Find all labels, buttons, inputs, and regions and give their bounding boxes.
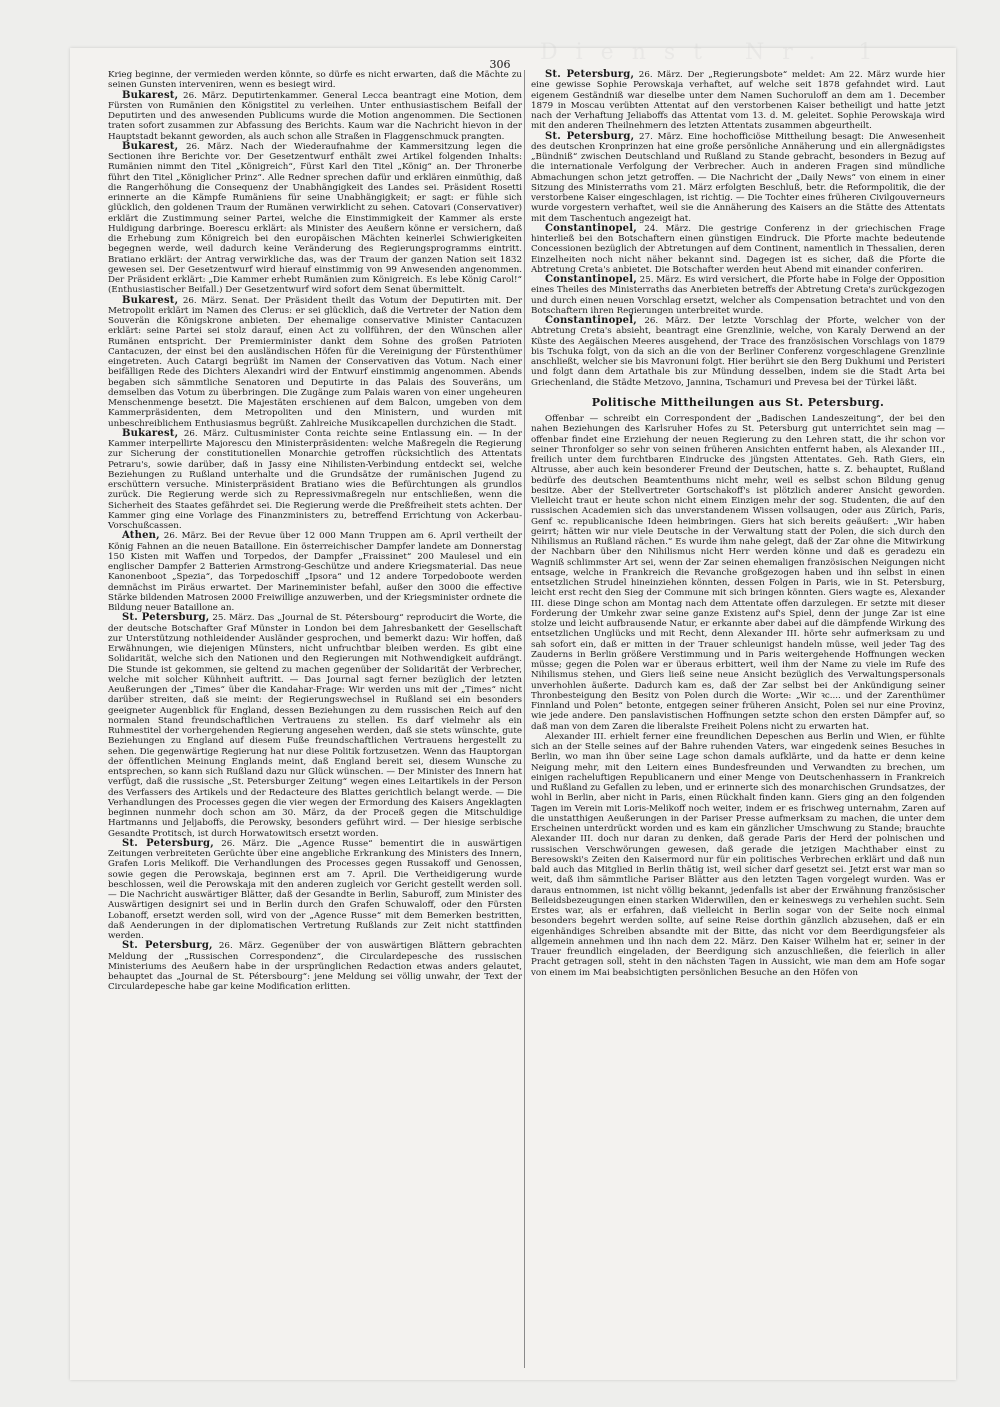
article-paragraph	[108, 91, 522, 142]
paragraph-text: 25. März. Das „Journal de St. Pétersbourg“ reproducirt die Worte, die der deutsche Botschafter Graf Münster in London bei dem Jahresbankett der Gesellschaft zur Unterstützung nothleidender Ausländer gesprochen, und bemerkt dazu: Wir hoffen, daß Erwähnungen, wie diejenigen Münsters, nicht unfruchtbar bleiben werden. Es gibt eine Solidarität, welche sich den Nationen und den Regierungen mit Nothwendigkeit aufdrängt. Die Stunde ist gekommen, sie geltend zu machen gegenüber der Solidarität der Verbrecher, welche mit solcher Kühnheit auftritt. — Das Journal sagt ferner bezüglich der letzten Aeußerungen der „Times“ über die Kandahar-Frage: Wir werden uns mit der „Times“ nicht darüber streiten, daß sie meint: der Regierungswechsel in Rußland sei ein besonders geeigneter Augenblick für England, dessen Beziehungen zu dem russischen Reich auf den normalen Stand freundschaftlichen Vertrauens zu stellen. Es darf vielmehr als ein Ruhmestitel der vorhergehenden Regierung angesehen werden, daß sie stets wünschte, gute Beziehungen zu England auf diesem Fuße freundschaftlichen Vertrauens hergestellt zu sehen. Die gegenwärtige Regierung hat nur diese Politik fortzusetzen. Wenn das Hauptorgan der öffentlichen Meinung Englands meint, daß England bereit sei, diesem Wunsche zu entsprechen, so kann sich Rußland dazu nur Glück wünschen. — Der Minister des Innern hat verfügt, daß die russische „St. Petersburger Zeitung“ wegen eines Leitartikels in der Person des Verfassers des Artikels und der Redacteure des Blattes gerichtlich belangt werde. — Die Verhandlungen des Processes gegen die vier wegen der Ermordung des Kaisers Angeklagten beginnen nunmehr doch schon am 30. März, da der Proceß gegen die Mitschuldige Hartmanns und Jeljaboffs, die Perowsky, besonders geführt wird. — Der hiesige serbische Gesandte Protitsch, ist durch Horwatowitsch ersetzt worden.	[108, 613, 522, 839]
column-divider	[524, 70, 525, 1368]
dateline: St. Petersburg,	[122, 612, 210, 624]
bleed-through-text: Dienst Nr. 1	[540, 40, 891, 65]
paragraph-text: 26. März. Die „Agence Russe“ bementirt die in auswärtigen Zeitungen verbreiteten Gerüchte über eine angebliche Erkrankung des Ministers des Innern, Grafen Loris Melikoff. Die Verhandlungen des Processes gegen Russakoff und Genossen, sowie gegen die Perowskaja, beginnen erst am 7. April. Die Vertheidigerung wurde beschlossen, weil die Perowskaja mit den anderen zugleich vor Gericht gestellt werden soll. — Die Nachricht auswärtiger Blätter, daß der Gesandte in Berlin, Saburoff, zum Minister des Auswärtigen designirt sei und in Berlin durch den Grafen Schuwaloff, oder den Fürsten Lobanoff, ersetzt werden soll, wird von der „Agence Russe“ mit dem Bemerken bestritten, daß Aenderungen in der diplomatischen Vertretung Rußlands zur Zeit nicht stattfinden werden.	[108, 838, 522, 941]
dateline: Bukarest,	[122, 427, 179, 439]
article-paragraph	[108, 613, 522, 839]
article-paragraph	[531, 732, 945, 978]
dateline: Bukarest,	[122, 89, 179, 101]
dateline: Constantinopel,	[545, 222, 637, 234]
paragraph-text: 25. März. Es wird versichert, die Pforte habe in Folge der Opposition eines Theiles des Ministerraths das Anerbieten betreffs der Abtretung Creta's zurückgezogen und durch einen neuen Vorschlag ersetzt, welcher als Compensation betrachtet und von den Botschaftern ihren Regierungen unterbreitet wurde.	[531, 275, 945, 316]
article-paragraph	[108, 70, 522, 91]
dateline: Bukarest,	[122, 294, 179, 306]
article-paragraph	[108, 296, 522, 429]
dateline: St. Petersburg,	[545, 69, 635, 80]
article-paragraph	[108, 839, 522, 942]
paragraph-text: 26. März. Der „Regierungsbote“ meldet: Am 22. März wurde hier eine gewisse Sophie Perowskaja verhaftet, auf welche seit 1878 gefahndet wird. Laut eigenem Geständniß war dieselbe unter dem Namen Suchoruloff an dem am 1. December 1879 in Moscau verübten Attentat auf den verstorbenen Kaiser betheiligt und hatte jetzt nach der Verhaftung Jeliaboffs das Attentat vom 13. d. M. geleitet. Sophie Perowskaja wird mit den anderen Theilnehmern des letzten Attentats zusammen abgeurtheilt.	[531, 70, 945, 132]
dateline: St. Petersburg,	[122, 940, 213, 952]
article-paragraph	[531, 414, 945, 732]
dateline: Constantinopel,	[545, 274, 637, 285]
dateline: St. Petersburg,	[122, 837, 214, 849]
paragraph-text: 26. März. Der letzte Vorschlag der Pforte, welcher von der Abtretung Creta's absieht, beantragt eine Grenzlinie, welche, von Karaly Derwend an der Küste des Aegäischen Meeres ausgehend, der Trace des französischen Vorschlags von 1879 bis Tschuka folgt, von da sich an die von der Berliner Conferenz vorgeschlagene Grenzlinie anschließt, welcher sie bis Mavronuni folgt. Hier berührt sie den Berg Dukhumi und Peristeri und folgt dann dem Artathale bis zur Mündung desselben, indem sie die Stadt Arta bei Griechenland, die Städte Metzovo, Jannina, Tschamuri und Prevesa bei der Türkei läßt.	[531, 316, 945, 388]
paragraph-text: 26. März. Nach der Wiederaufnahme der Kammersitzung legen die Sectionen ihre Berichte vor. Der Gesetzentwurf enthält zwei Artikel folgenden Inhalts: Rumänien nimmt den Titel „Königreich“, Fürst Karl den Titel „König“ an. Der Thronerbe führt den Titel „Königlicher Prinz“. Alle Redner sprechen dafür und erklären einmüthig, daß die Rangerhöhung die Consequenz der Unabhängigkeit des Landes sei. Präsident Rosetti erinnerte an die Kämpfe Rumäniens für seine Unabhängigkeit; er sagt: er fühle sich glücklich, den goldenen Traum der Rumänen verwirklicht zu sehen. Catovari (Conservativer) erklärt die Zustimmung seiner Partei, welche die Einstimmigkeit der Kammer als erste Huldigung darbringe. Boerescu erklärt: als Minister des Aeußern könne er versichern, daß die Erhebung zum Königreich bei den europäischen Mächten keinerlei Schwierigkeiten begegnen werde, weil dadurch keine Veränderung des Regierungsprogramms eintritt. Bratiano erklärt: der Antrag verwirkliche das, was der Traum der ganzen Nation seit 1832 gewesen sei. Der Gesetzentwurf wird hierauf einstimmig von 99 Anwesenden angenommen. Der Präsident erklärt: „Die Kammer erhebt Rumänien zum Königreich. Es lebe König Carol!“ (Enthusiastischer Beifall.) Der Gesetzentwurf wird sofort dem Senat übermittelt.	[108, 141, 522, 296]
article-paragraph	[108, 941, 522, 992]
paragraph-text: Krieg beginne, der vermieden werden könnte, so dürfe es nicht erwarten, daß die Mächte zu seinen Gunsten interveniren, wenn es besiegt wird.	[108, 70, 522, 91]
article-paragraph	[531, 70, 945, 132]
page-number: 306	[489, 58, 511, 71]
dateline: Bukarest,	[122, 140, 179, 152]
paragraph-text: 26. März. Cultusminister Conta reichte seine Entlassung ein. — In der Kammer interpellirte Majorescu den Ministerpräsidenten: welche Maßregeln die Regierung zur Sicherung der constitutionellen Monarchie getroffen rücksichtlich des Attentats Petraru's, sowie darüber, daß in Jassy eine Nihilisten-Verbindung entdeckt sei, welche Beziehungen zu Rußland unterhalte und die Grundsätze der rumänischen Jugend zu erschüttern versuche. Ministerpräsident Bratiano wies die Befürchtungen als grundlos zurück. Die Regierung werde sich zu Repressivmaßregeln nur entschließen, wenn die Sicherheit des Staates gefährdet sei. Die Regierung werde die Preßfreiheit stets achten. Der Kammer ging eine Vorlage des Finanzministers zu, betreffend Errichtung von Ackerbau-Vorschußcassen.	[108, 428, 522, 531]
paragraph-text: 24. März. Die gestrige Conferenz in der griechischen Frage hinterließ bei den Botschaftern einen günstigen Eindruck. Die Pforte machte bedeutende Concessionen bezüglich der Abtretungen auf dem Continent, namentlich in Thessalien, deren Einzelheiten noch nicht näher bekannt sind. Dagegen ist es sicher, daß die Pforte die Abtretung Creta's anbietet. Die Botschafter werden heut Abend mit einander conferiren.	[531, 223, 945, 275]
paragraph-text: 26. März. Deputirtenkammer. General Lecca beantragt eine Motion, dem Fürsten von Rumänien den Königstitel zu verleihen. Unter enthusiastischem Beifall der Deputirten und des anwesenden Publicums wurde die Motion angenommen. Die Sectionen traten sofort zusammen zur Abfassung des Berichts. Kaum war die Nachricht hievon in der Hauptstadt bekannt geworden, als auch schon alle Straßen in Flaggenschmuck prangten.	[108, 90, 522, 142]
article-paragraph	[108, 531, 522, 613]
paragraph-text: Offenbar — schreibt ein Correspondent der „Badischen Landeszeitung“, der bei den nahen Beziehungen des Karlsruher Hofes zu St. Petersburg gut unterrichtet sein mag — offenbar findet eine Erziehung der neuen Regierung zu den Lehren statt, die ihr schon vor seiner Thronfolger so sehr von seinen früheren Ansichten entfernt haben, als Alexander III., freilich unter dem furchtbaren Eindrucke des jüngsten Attentates. Geh. Rath Giers, ein Altrusse, aber auch kein besonderer Freund der Deutschen, hatte s. Z. behauptet, Rußland bedürfe des deutschen Beamtenthums nicht mehr, weil es selbst schon Bildung genug besitze. Aber der Stellvertreter Gortschakoff's ist plötzlich anderer Ansicht geworden. Vielleicht traut er heute schon nicht einem Einzigen mehr der sog. Studenten, die auf den russischen Academien sich das unverstandenem Wissen vollsaugen, oder aus Zürich, Paris, Genf ꝛc. republicanische Ideen heimbringen. Giers hat sich bereits geäußert: „Wir haben geirrt; hätten wir nur viele Deutsche in der Verwaltung statt der Polen, die sich durch den Nihilismus an Rußland rächen.“ Es wurde ihm nahe gelegt, daß der Zar ohne die Mitwirkung der Nachbarn über den Nihilismus nicht Herr werden könne und daß es geradezu ein Wagniß schlimmster Art sei, wenn der Zar seinen ehemaligen französischen Neigungen nicht entsage, welche in Frankreich die Revanche großgezogen haben und ihn selbst in einen entsetzlichen Strudel hineinziehen könnten, dessen Folgen in Paris, wie in St. Petersburg, leicht erst recht den Sieg der Commune mit sich bringen könnten. Giers wagte es, Alexander III. diese Dinge schon am Montag nach dem Attentate offen darzulegen. Er setzte mit dieser Forderung der Umkehr zwar seine ganze Existenz auf's Spiel, denn der junge Zar ist eine stolze und leicht aufbrausende Natur, er erkannte aber dabei auf die dämpfende Wirkung des entsetzlichen Unglücks und mit Recht, denn Alexander III. hörte sehr aufmerksam zu und sah sofort ein, daß er mitten in der Trauer schleunigst handeln müsse, weil jeder Tag des Zauderns in Berlin größere Verstimmung und in Paris weitergehende Hoffnungen wecken müsse; gegen die Polen war er überaus erbittert, weil ihm der Name zu viele im Rufe des Nihilismus stehen, und Giers ließ seine neue Ansicht bezüglich des Verwaltungspersonals unverhohlen äußerte. Dadurch kam es, daß der Zar selbst bei der Ankündigung seiner Thronbesteigung den Besitz von Polen durch die Worte: „Wir ꝛc.... und der Zarenthümer Finnland und Polen“ betonte, entgegen seiner früheren Ansicht, Polen sei nur eine Provinz, wie jede andere. Den panslavistischen Hoffnungen setzte schon den ersten Dämpfer auf, so daß man von dem Zaren die liberalste Freiheit Polens nicht zu erwarten hat.	[531, 414, 945, 732]
article-paragraph	[531, 275, 945, 316]
paragraph-text: Alexander III. erhielt ferner eine freundlichen Depeschen aus Berlin und Wien, er fühlte sich an der Stelle seines auf der Bahre ruhenden Vaters, war eingedenk seines Besuches in Berlin, wo man ihn über seine Lage schon damals aufklärte, und da hatte er denn keine Neigung mehr, mit den Leitern eines Bundesfreunden und Verwandten zu brechen, um einigen racheluftigen Republicanern und einer Menge von Deutschenhassern in Frankreich und Rußland zu Gefallen zu leben, und er erinnerte sich des monarchischen Grundsatzes, der wohl in Berlin, aber nicht in Paris, einen Rückhalt finden kann. Giers ging an den folgenden Tagen im Verein mit Loris-Melikoff noch weiter, indem er es frischweg unternahm, Zaren auf die unstatthigen Aeußerungen in der Pariser Presse aufmerksam zu machen, die unter dem Erscheinen unterdrückt worden und es kam ein gänzlicher Umschwung zu Stande; brauchte Alexander III. doch nur daran zu denken, daß gerade Paris der Herd der polnischen und russischen Verschwörungen gewesen, daß gerade die jetzigen Machthaber einst zu Beresowski's Zeiten den Kaisermord nur für ein politisches Verbrechen erklärt und daß nun bald auch das Mitglied in Berlin thätig ist, weil sicher darf gesetzt sei. Jetzt erst war man so weit, daß ihm sämmtliche Pariser Blätter aus den letzten Tagen vorgelegt wurden. Was er daraus entnommen, ist nicht völlig bekannt, jedenfalls ist aber der Erwähnung französischer Beileidsbezeugungen einen starken Widerwillen, den er keineswegs zu verhehlen sucht. Sein Erstes war, als er erfahren, daß vielleicht in Berlin sogar von der Seite noch einmal besonders begehrt werden sollte, auf seine Reise dorthin gänzlich abzusehen, daß er ein eigenhändiges Schreiben absandte mit der Bitte, das nicht vor dem Beerdigungsfeier als allgemein annehmen und ihn nach dem 22. März. Den Kaiser Wilhelm hat er, seiner in der Trauer freundlich eingeladen, der Beerdigung sich anzuschließen, die feierlich in aller Pracht getragen soll, steht in den nächsten Tagen in Aussicht, wie man dem am Hofe sogar von einem im Mai beabsichtigten persönlichen Besuche an den Höfen von	[531, 731, 945, 978]
paragraph-text: 27. März. Eine hochofficiöse Mittheilung besagt: Die Anwesenheit des deutschen Kronprinzen hat eine große persönliche Annäherung und ein allergnädigstes „Bündniß“ zwischen Deutschland und Rußland zu Stande gebracht, besonders in Bezug auf die internationale Verfolgung der Verbrecher. Auch in anderen Fragen sind mündliche Abmachungen schon jetzt getroffen. — Die Nachricht der „Daily News“ von einem in einer Sitzung des Ministerraths vom 21. März erfolgten Beschluß, betr. die Reformpolitik, die der verstorbene Kaiser eingeschlagen, ist richtig. — Die Tochter eines früheren Civilgouverneurs wurde vorgestern verhaftet, weil sie die Annäherung des Kaisers an die Stätte des Attentats mit dem Taschentuch angezeigt hat.	[531, 131, 945, 224]
left-column	[108, 70, 522, 993]
section-heading: Politische Mittheilungen aus St. Petersburg.	[591, 395, 885, 409]
paragraph-text: 26. März. Bei der Revue über 12 000 Mann Truppen am 6. April vertheilt der König Fahnen an die neuen Bataillone. Ein österreichischer Dampfer landete am Donnerstag 150 Kisten mit Waffen und Torpedos, der Dampfer „Fraissinet“ 200 Maulesel und ein englischer Dampfer 2 Batterien Armstrong-Geschütze und andere Kriegsmaterial. Das neue Kanonenboot „Spezia“, das Torpedoschiff „Ipsora“ und 12 andere Torpedoboote werden demnächst im Piräus erwartet. Der Marineminister befahl, außer den 3000 die effective Stärke bildenden Matrosen 2000 Freiwillige anzuwerben, und der Kriegsminister ordnete die Bildung neuer Bataillone an.	[108, 531, 522, 613]
article-paragraph	[531, 316, 945, 388]
article-paragraph	[108, 142, 522, 296]
right-column	[531, 70, 945, 978]
article-paragraph	[531, 132, 945, 224]
article-paragraph	[108, 429, 522, 532]
paragraph-text: 26. März. Gegenüber der von auswärtigen Blättern gebrachten Meldung der „Russischen Correspondenz“, die Circulardepesche des russischen Ministeriums des Aeußern habe in der ursprünglichen Redaction etwas anders gelautet, behauptet das „Journal de St. Pétersbourg“: jene Meldung sei völlig unwahr, der Text der Circulardepesche habe gar keine Modification erlitten.	[108, 941, 522, 993]
paragraph-text: 26. März. Senat. Der Präsident theilt das Votum der Deputirten mit. Der Metropolit erklärt im Namen des Clerus: er sei glücklich, daß die Vertreter der Nation dem Souverän die Königskrone anbieten. Der ehemalige conservative Minister Cantacuzen erklärt: seine Partei sei stolz darauf, einen Act zu vollführen, der den Wünschen aller Rumänen entspricht. Der Premierminister dankt dem Sohne des großen Patrioten Cantacuzen, der einst bei den ausländischen Höfen für die Vereinigung der Fürstenthümer eingetreten. Auch Catargi begrüßt im Namen der Conservativen das Votum. Nach einer beifälligen Rede des Dichters Alexandri wird der Entwurf einstimmig angenommen. Abends begaben sich sämmtliche Senatoren und Deputirte in das Palais des Souveräns, um demselben das Votum zu überbringen. Die Zugänge zum Palais waren von einer ungeheuren Menschenmenge besetzt. Die Majestäten erschienen auf dem Balcon, umgeben von dem Kammerpräsidenten, dem Metropoliten und den Ministern, und wurden mit unbeschreiblichem Enthusiasmus begrüßt. Zahlreiche Musikcapellen durchzichen die Stadt.	[108, 295, 522, 429]
dateline: Constantinopel,	[545, 315, 637, 326]
dateline: St. Petersburg,	[545, 130, 635, 142]
article-paragraph	[531, 224, 945, 275]
dateline: Athen,	[122, 530, 160, 542]
